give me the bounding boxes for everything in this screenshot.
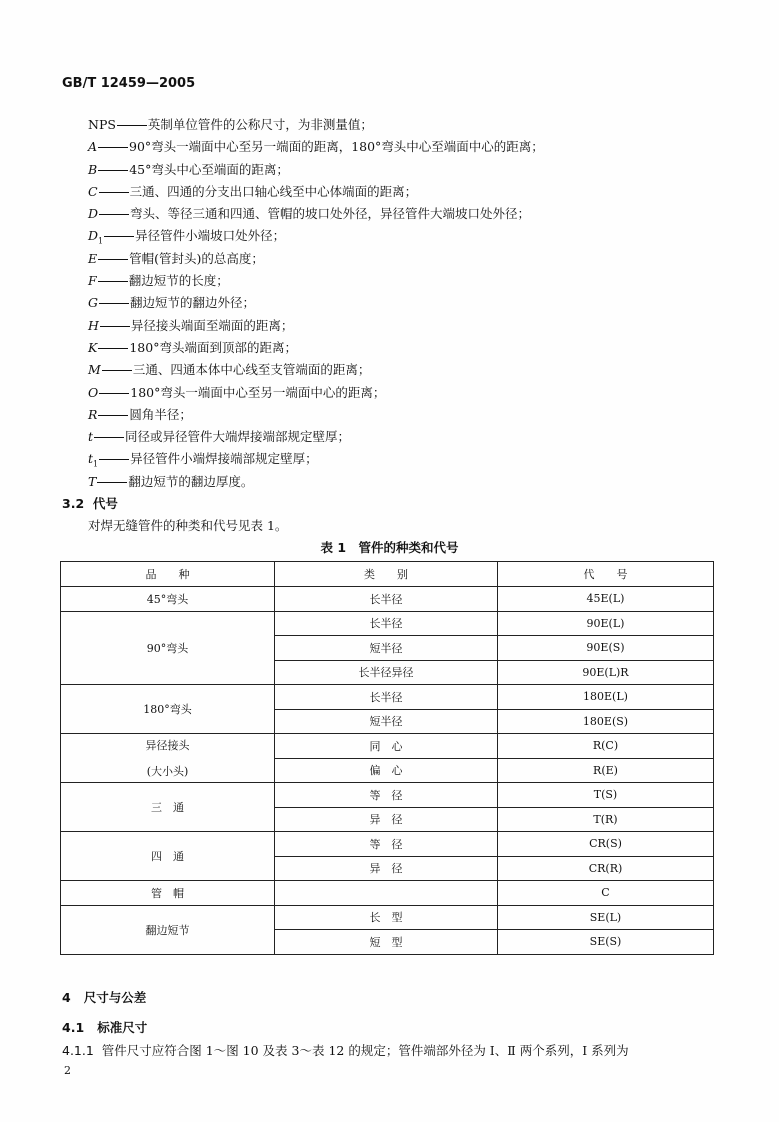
em-dash [99,192,129,193]
section-3-2-text: 对焊无缝管件的种类和代号见表 1。 [88,518,288,533]
definition-symbol: K [88,339,98,355]
definition-item [88,203,544,225]
em-dash [99,303,129,304]
definition-symbol: $D_1$ [88,228,104,246]
definition-symbol: G [88,295,98,311]
section-number: 4.1 [62,1020,85,1035]
definition-symbol: R [88,406,98,422]
table-row [61,685,714,710]
definition-list [88,114,544,493]
cell-code: 90E(L)R [498,660,714,685]
em-dash [97,482,127,483]
table-row [61,881,714,906]
definition-text: 管帽(管封头)的总高度； [129,250,264,266]
definition-item [88,471,544,493]
cell-code: CR(S) [498,832,714,857]
cell-code: R(E) [498,758,714,783]
definition-symbol: F [88,273,97,289]
definition-item [88,181,544,203]
cell-code: T(S) [498,783,714,808]
definition-item [88,292,544,314]
definition-symbol: A [88,139,98,155]
cell-class: 短半径 [275,636,498,661]
definition-text: 弯头、等径三通和四通、管帽的坡口处外径，异径管件大端坡口处外径； [130,206,531,222]
cell-class [275,881,498,906]
definition-symbol: E [88,250,98,266]
cell-code: SE(S) [498,930,714,955]
definition-text: 三通、四通本体中心线至支管端面的距离； [132,362,371,378]
definition-item [88,404,544,426]
cell-class: 等 径 [275,832,498,857]
table-row [61,611,714,636]
definition-item [88,248,544,270]
clause-number: 4.1.1 [62,1043,94,1058]
definition-text: 45°弯头中心至端面的距离； [129,161,289,177]
em-dash [99,393,129,394]
definition-text: 翻边短节的翻边外径； [130,295,256,311]
col-header-kind: 品 种 [61,562,275,587]
cell-code: C [498,881,714,906]
cell-code: 90E(L) [498,611,714,636]
definition-item [88,359,544,381]
section-number: 3.2 [62,496,85,511]
cell-code: 180E(S) [498,709,714,734]
table-row [61,783,714,808]
cell-class: 异 径 [275,807,498,832]
em-dash [98,147,128,148]
table-row [61,587,714,612]
definition-symbol: M [88,362,101,378]
section-4-1-heading [62,1018,147,1036]
definition-text: 180°弯头一端面中心至另一端面中心的距离； [130,384,386,400]
page-number: 2 [64,1064,71,1077]
definition-text: 同径或异径管件大端焊接端部规定壁厚； [125,429,351,445]
cell-class: 长半径 [275,611,498,636]
cell-code: T(R) [498,807,714,832]
definition-item [88,448,544,470]
em-dash [102,370,132,371]
definition-symbol: B [88,161,98,177]
em-dash [94,437,124,438]
em-dash [98,259,128,260]
table-row [61,734,714,759]
definition-item [88,159,544,181]
section-title: 代号 [92,496,118,511]
em-dash [117,125,147,126]
em-dash [104,236,134,237]
definition-item [88,270,544,292]
section-title: 标准尺寸 [97,1020,148,1035]
clause-text: 管件尺寸应符合图 1～图 10 及表 3～表 12 的规定；管件端部外径为 Ⅰ、Ⅱ 两个系列，Ⅰ 系列为 [101,1043,629,1058]
cell-kind: 四 通 [61,832,275,881]
definition-item [88,225,544,247]
definition-text: 翻边短节的长度； [128,273,229,289]
definition-item [88,337,544,359]
cell-class: 短半径 [275,709,498,734]
cell-class: 偏 心 [275,758,498,783]
definition-symbol: C [88,183,98,199]
table-row [61,832,714,857]
cell-code: 45E(L) [498,587,714,612]
cell-kind: 45°弯头 [61,587,275,612]
section-number: 4 [62,990,71,1005]
definition-item [88,382,544,404]
definition-text: 90°弯头一端面中心至另一端面的距离，180°弯头中心至端面中心的距离； [129,139,544,155]
em-dash [98,281,128,282]
em-dash [99,459,129,460]
table-caption: 表 1 管件的种类和代号 [320,540,459,555]
cell-code: 90E(S) [498,636,714,661]
cell-kind: 异径接头 (大小头) [61,734,275,783]
em-dash [98,415,128,416]
definition-item [88,114,544,136]
definition-text: 英制单位管件的公称尺寸，为非测量值； [147,117,373,132]
section-4-1-1-text [62,1041,629,1059]
definition-symbol: NPS [88,117,116,132]
document-header: GB/T 12459—2005 [62,76,196,91]
em-dash [99,214,129,215]
definition-text: 异径管件小端焊接端部规定壁厚； [130,451,318,467]
cell-kind: 管 帽 [61,881,275,906]
em-dash [100,326,130,327]
col-header-code: 代 号 [498,562,714,587]
table-row [61,905,714,930]
definition-symbol: H [88,317,99,333]
definition-symbol: T [88,473,97,489]
cell-kind: 三 通 [61,783,275,832]
definition-text: 圆角半径； [129,406,192,422]
definition-symbol: t [88,429,94,445]
definition-text: 异径接头端面至端面的距离； [130,317,294,333]
cell-class: 长半径 [275,685,498,710]
definition-item [88,136,544,158]
cell-kind: 翻边短节 [61,905,275,954]
cell-class: 等 径 [275,783,498,808]
definition-item [88,315,544,337]
em-dash [98,170,128,171]
section-3-2-heading [62,494,118,512]
cell-kind: 90°弯头 [61,611,275,685]
em-dash [98,348,128,349]
definition-symbol: O [88,384,99,400]
section-4-heading [62,988,146,1006]
cell-class: 异 径 [275,856,498,881]
section-title: 尺寸与公差 [83,990,147,1005]
cell-class: 长 型 [275,905,498,930]
definition-text: 异径管件小端坡口处外径； [135,228,286,244]
cell-class: 长半径 [275,587,498,612]
cell-code: 180E(L) [498,685,714,710]
table-header-row [61,562,714,587]
definition-text: 翻边短节的翻边厚度。 [128,473,254,489]
definition-text: 三通、四通的分支出口轴心线至中心体端面的距离； [129,183,418,199]
cell-kind: 180°弯头 [61,685,275,734]
cell-class: 同 心 [275,734,498,759]
definition-item [88,426,544,448]
cell-class: 短 型 [275,930,498,955]
definition-text: 180°弯头端面到顶部的距离； [129,339,297,355]
definition-symbol: D [88,206,99,222]
cell-class: 长半径异径 [275,660,498,685]
cell-code: SE(L) [498,905,714,930]
definition-symbol: $t_1$ [88,451,99,469]
table-pipe-fittings [60,561,714,955]
col-header-class: 类 别 [275,562,498,587]
cell-code: R(C) [498,734,714,759]
cell-code: CR(R) [498,856,714,881]
